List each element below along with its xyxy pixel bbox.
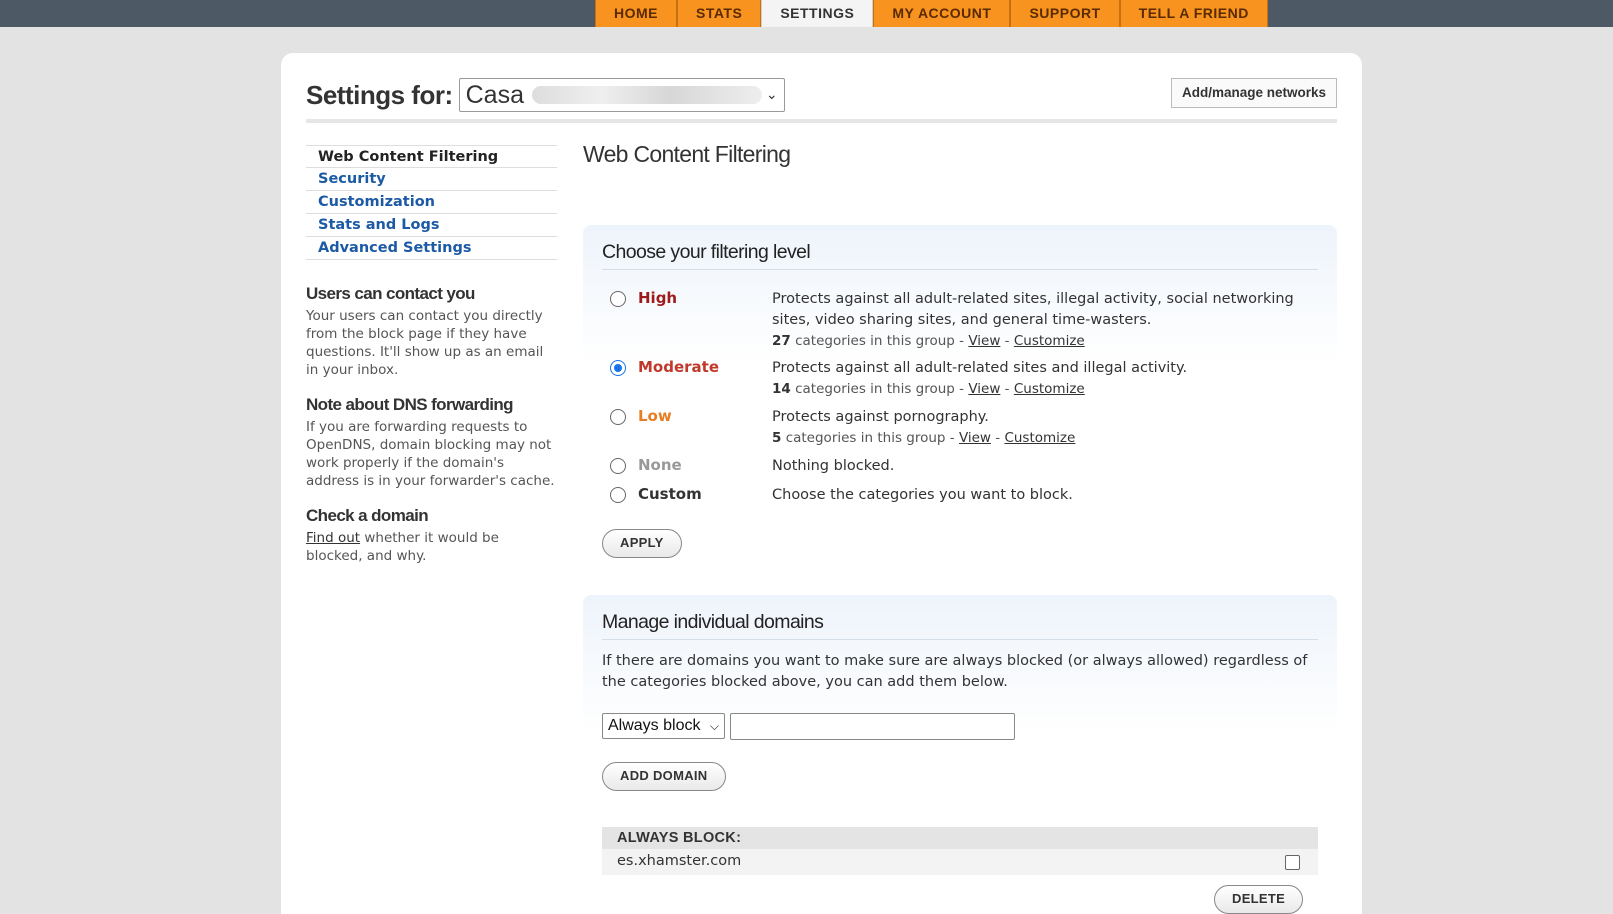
domain-action-value: Always block [608,717,701,734]
settings-card [281,53,1362,914]
domain-select-checkbox[interactable] [1285,855,1300,870]
check-domain-block [306,506,557,565]
separator: - [990,430,1005,446]
level-desc-none: Nothing blocked. [772,458,895,474]
dns-note-title: Note about DNS forwarding [306,395,513,414]
filtering-divider [602,269,1318,270]
contact-info-title: Users can contact you [306,284,475,303]
header-divider [306,119,1337,123]
level-cats-low [772,428,1332,449]
customize-link-high[interactable]: Customize [1013,333,1085,349]
customize-link-low[interactable]: Customize [1004,430,1076,446]
level-desc-text-high: Protects against all adult-related sites, illegal activity, social networking sites, video sharing sites, and general time-wasters. [772,291,1294,328]
delete-button[interactable]: DELETE [1214,885,1303,914]
add-domain-button[interactable]: ADD DOMAIN [602,762,726,791]
level-desc-text-low: Protects against pornography. [772,409,989,425]
manage-domains-intro: If there are domains you want to make sure are always blocked (or always allowed) regardless of the categories blocked above, you can add them below. [602,653,1308,690]
page-title: Web Content Filtering [583,141,791,167]
level-desc-moderate [772,358,1332,400]
view-link-moderate[interactable]: View [968,381,1001,397]
contact-info-text: Your users can contact you directly from the block page if they have questions. It'll show up as an email in your inbox. [306,308,544,378]
chevron-down-icon: ⌵ [709,719,719,733]
dns-note-text: If you are forwarding requests to OpenDNS, domain blocking may not work properly if the domain's address is in your forwarder's cache. [306,419,555,489]
add-manage-networks-button[interactable]: Add/manage networks [1171,78,1337,108]
nav-tab-tell-a-friend[interactable]: TELL A FRIEND [1120,0,1268,27]
category-count: 5 [772,430,782,446]
view-link-high[interactable]: View [968,333,1001,349]
radio-custom[interactable] [610,487,626,503]
nav-tab-support[interactable]: SUPPORT [1010,0,1119,27]
customize-link-moderate[interactable]: Customize [1013,381,1085,397]
sidebar-menu [306,145,557,260]
nav-tab-settings[interactable]: SETTINGS [761,0,873,27]
level-name-low: Low [638,407,672,425]
main-nav [595,0,1268,27]
category-count: 14 [772,381,791,397]
blocked-domain-name: es.xhamster.com [617,853,742,869]
main-content [583,137,1337,906]
separator: - [1000,333,1014,349]
settings-for-label: Settings for: [306,79,453,110]
level-desc-custom: Choose the categories you want to block. [772,487,1073,503]
check-domain-title: Check a domain [306,506,428,525]
check-domain-desc: whether it would be blocked, and why. [306,530,499,564]
level-name-high: High [638,289,678,307]
nav-tab-my-account[interactable]: MY ACCOUNT [873,0,1010,27]
level-desc-text-moderate: Protects against all adult-related sites and illegal activity. [772,360,1188,376]
sidebar-item-security[interactable]: Security [306,168,557,191]
level-desc-high [772,289,1332,352]
nav-tab-stats[interactable]: STATS [677,0,761,27]
sidebar-item-stats-and-logs[interactable]: Stats and Logs [306,214,557,237]
domain-action-select[interactable] [602,713,725,739]
separator: - [1000,381,1014,397]
network-name-redaction [532,86,762,104]
sidebar-item-customization[interactable]: Customization [306,191,557,214]
level-desc-low [772,407,1332,449]
level-cats-moderate [772,379,1332,400]
domain-input[interactable] [730,713,1015,740]
manage-domains-panel [583,595,1337,914]
top-bar [0,0,1613,27]
chevron-down-icon: ⌄ [765,86,778,102]
always-block-header: ALWAYS BLOCK: [602,827,1318,849]
dns-note-block [306,395,557,490]
network-select[interactable] [459,78,785,112]
check-domain-text [306,529,557,565]
list-item [602,849,1318,875]
categories-text: categories in this group - [790,381,969,397]
filtering-level-panel [583,225,1337,575]
domains-divider [602,639,1318,640]
filtering-level-title: Choose your filtering level [602,241,811,263]
level-name-custom: Custom [638,485,702,503]
radio-none[interactable] [610,458,626,474]
network-select-value: Casa [465,80,524,109]
find-out-link[interactable]: Find out [306,530,361,546]
view-link-low[interactable]: View [958,430,991,446]
level-name-none: None [638,456,682,474]
contact-info-block [306,284,557,379]
nav-tab-home[interactable]: HOME [595,0,677,27]
radio-low[interactable] [610,409,626,425]
categories-text: categories in this group - [781,430,959,446]
sidebar [306,145,557,565]
level-name-moderate: Moderate [638,358,720,376]
sidebar-item-advanced-settings[interactable]: Advanced Settings [306,237,557,260]
apply-button[interactable]: APPLY [602,529,682,558]
manage-domains-title: Manage individual domains [602,611,824,633]
radio-high[interactable] [610,291,626,307]
radio-moderate[interactable] [610,360,626,376]
sidebar-item-web-content-filtering[interactable]: Web Content Filtering [306,145,557,168]
categories-text: categories in this group - [790,333,969,349]
level-cats-high [772,331,1332,352]
category-count: 27 [772,333,791,349]
settings-for-header [306,78,785,112]
